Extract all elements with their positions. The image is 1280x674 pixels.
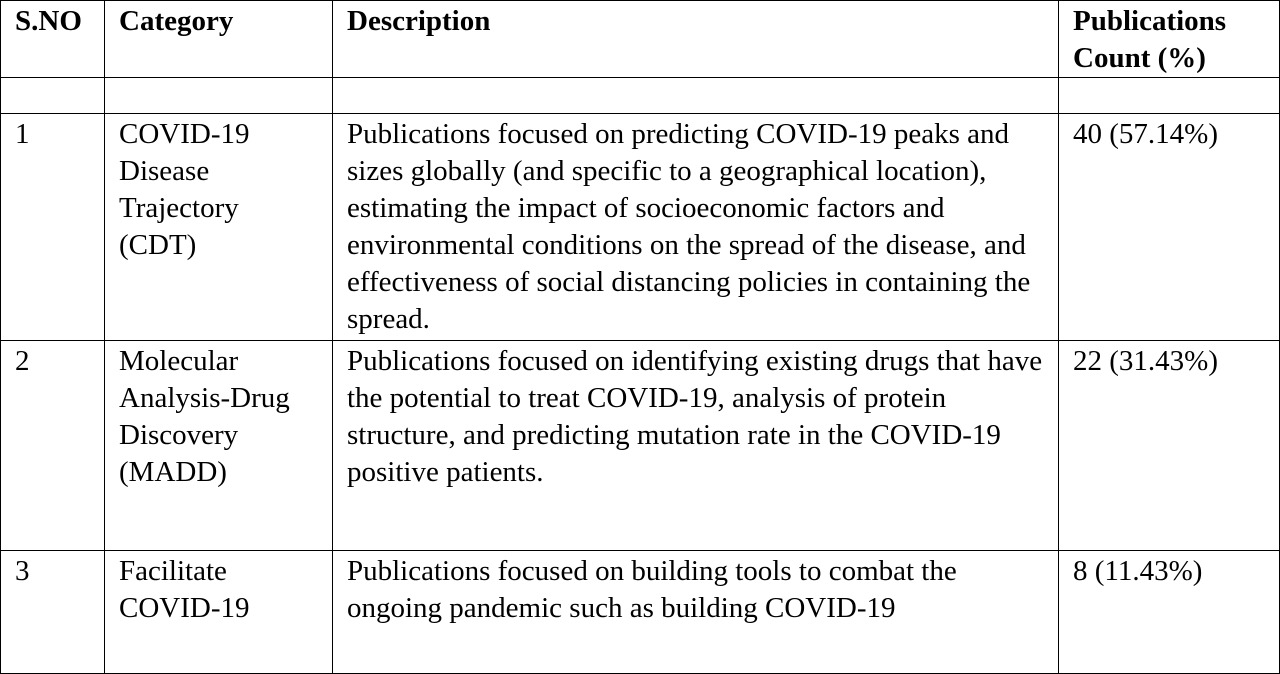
sno-cell: 3 xyxy=(1,551,105,674)
count-cell: 40 (57.14%) xyxy=(1059,114,1280,341)
category-cell: Facilitate COVID-19 xyxy=(105,551,333,674)
header-publications-count: Publications Count (%) xyxy=(1059,1,1280,78)
count-cell: 22 (31.43%) xyxy=(1059,341,1280,551)
empty-cell xyxy=(333,78,1059,114)
description-cell: Publications focused on identifying existing drugs that have the potential to treat COVID-19, analysis of protein structure, and predicting mutation rate in the COVID-19 positive patients. xyxy=(333,341,1059,551)
empty-cell xyxy=(1059,78,1280,114)
empty-cell xyxy=(105,78,333,114)
count-cell: 8 (11.43%) xyxy=(1059,551,1280,674)
description-cell: Publications focused on predicting COVID-19 peaks and sizes globally (and specific to a geographical location), estimating the impact of socioeconomic factors and environmental conditions on the spread of the disease, and effectiveness of social distancing policies in containing the spread. xyxy=(333,114,1059,341)
description-cell: Publications focused on building tools to combat the ongoing pandemic such as building COVID-19 xyxy=(333,551,1059,674)
empty-row xyxy=(1,78,1280,114)
table-row xyxy=(1,114,1280,341)
table-row xyxy=(1,341,1280,551)
table-header-row xyxy=(1,1,1280,78)
header-description: Description xyxy=(333,1,1059,78)
table-row xyxy=(1,551,1280,674)
header-category: Category xyxy=(105,1,333,78)
header-sno: S.NO xyxy=(1,1,105,78)
sno-cell: 1 xyxy=(1,114,105,341)
empty-cell xyxy=(1,78,105,114)
category-cell: COVID-19 Disease Trajectory (CDT) xyxy=(105,114,333,341)
category-cell: Molecular Analysis-Drug Discovery (MADD) xyxy=(105,341,333,551)
sno-cell: 2 xyxy=(1,341,105,551)
